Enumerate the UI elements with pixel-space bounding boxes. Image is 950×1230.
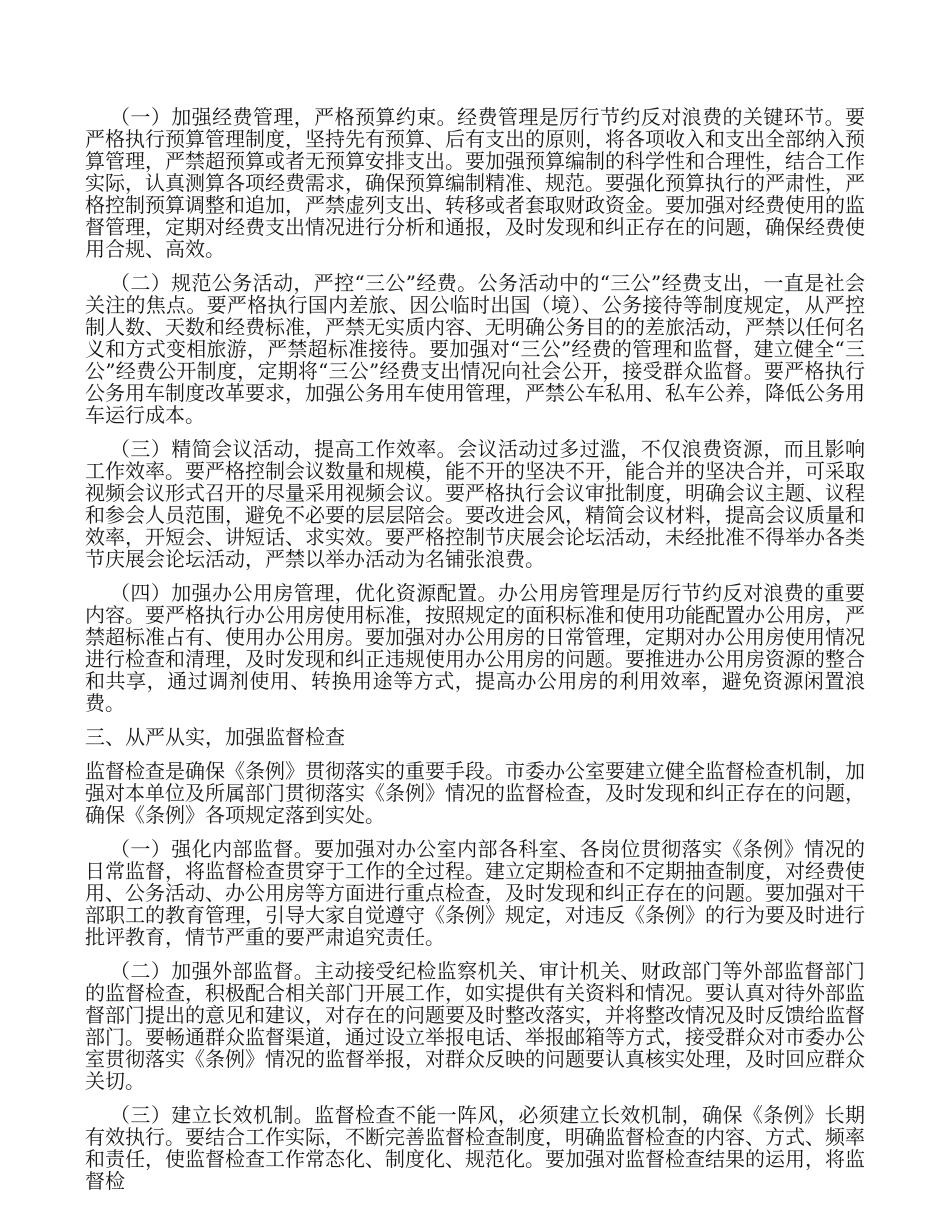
- para-external-supervision: （二）加强外部监督。主动接受纪检监察机关、审计机关、财政部门等外部监督部门的监督检查，积极配合相关部门开展工作，如实提供有关资料和情况。要认真对待外部监督部门提出的意见和建议，对存在的问题要及时整改落实，并将整改情况及时反馈给监督部门。要畅通群众监督渠道，通过设立举报电话、举报邮箱等方式，接受群众对市委办公室贯彻落实《条例》情况的监督举报，对群众反映的问题要认真核实处理，及时回应群众关切。: [85, 959, 865, 1093]
- para-meeting-streamlining: （三）精简会议活动，提高工作效率。会议活动过多过滥，不仅浪费资源，而且影响工作效率。要严格控制会议数量和规模，能不开的坚决不开，能合并的坚决合并，可采取视频会议形式召开的尽量采用视频会议。要严格执行会议审批制度，明确会议主题、议程和参会人员范围，避免不必要的层层陪会。要改进会风，精简会议材料，提高会议质量和效率，开短会、讲短话、求实效。要严格控制节庆展会论坛活动，未经批准不得举办各类节庆展会论坛活动，严禁以举办活动为名铺张浪费。: [85, 437, 865, 571]
- section-heading-supervision: 三、从严从实，加强监督检查: [85, 725, 345, 749]
- para-internal-supervision: （一）强化内部监督。要加强对办公室内部各科室、各岗位贯彻落实《条例》情况的日常监督，将监督检查贯穿于工作的全过程。建立定期检查和不定期抽查制度，对经费使用、公务活动、办公用房等方面进行重点检查，及时发现和纠正存在的问题。要加强对干部职工的教育管理，引导大家自觉遵守《条例》规定，对违反《条例》的行为要及时进行批评教育，情节严重的要严肃追究责任。: [85, 837, 865, 949]
- para-expense-management: （一）加强经费管理，严格预算约束。经费管理是厉行节约反对浪费的关键环节。要严格执行预算管理制度，坚持先有预算、后有支出的原则，将各项收入和支出全部纳入预算管理，严禁超预算或者无预算安排支出。要加强预算编制的科学性和合理性，结合工作实际，认真测算各项经费需求，确保预算编制精准、规范。要强化预算执行的严肃性，严格控制预算调整和追加，严禁虚列支出、转移或者套取财政资金。要加强对经费使用的监督管理，定期对经费支出情况进行分析和通报，及时发现和纠正存在的问题，确保经费使用合规、高效。: [85, 105, 865, 261]
- para-long-term-mechanism: （三）建立长效机制。监督检查不能一阵风，必须建立长效机制，确保《条例》长期有效执行。要结合工作实际，不断完善监督检查制度，明确监督检查的内容、方式、频率和责任，使监督检查工作常态化、制度化、规范化。要加强对监督检查结果的运用，将监督检: [85, 1103, 865, 1193]
- para-office-housing: （四）加强办公用房管理，优化资源配置。办公用房管理是厉行节约反对浪费的重要内容。要严格执行办公用房使用标准，按照规定的面积标准和使用功能配置办公用房，严禁超标准占有、使用办公用房。要加强对办公用房的日常管理，定期对办公用房使用情况进行检查和清理，及时发现和纠正违规使用办公用房的问题。要推进办公用房资源的整合和共享，通过调剂使用、转换用途等方式，提高办公用房的利用效率，避免资源闲置浪费。: [85, 581, 865, 715]
- para-supervision-intro: 监督检查是确保《条例》贯彻落实的重要手段。市委办公室要建立健全监督检查机制，加强对本单位及所属部门贯彻落实《条例》情况的监督检查，及时发现和纠正存在的问题，确保《条例》各项规定落到实处。: [85, 759, 865, 827]
- para-official-activities: （二）规范公务活动，严控“三公”经费。公务活动中的“三公”经费支出，一直是社会关注的焦点。要严格执行国内差旅、因公临时出国（境）、公务接待等制度规定，从严控制人数、天数和经费标准，严禁无实质内容、无明确公务目的的差旅活动，严禁以任何名义和方式变相旅游，严禁超标准接待。要加强对“三公”经费的管理和监督，建立健全“三公”经费公开制度，定期将“三公”经费支出情况向社会公开，接受群众监督。要严格执行公务用车制度改革要求，加强公务用车使用管理，严禁公车私用、私车公养，降低公务用车运行成本。: [85, 271, 865, 427]
